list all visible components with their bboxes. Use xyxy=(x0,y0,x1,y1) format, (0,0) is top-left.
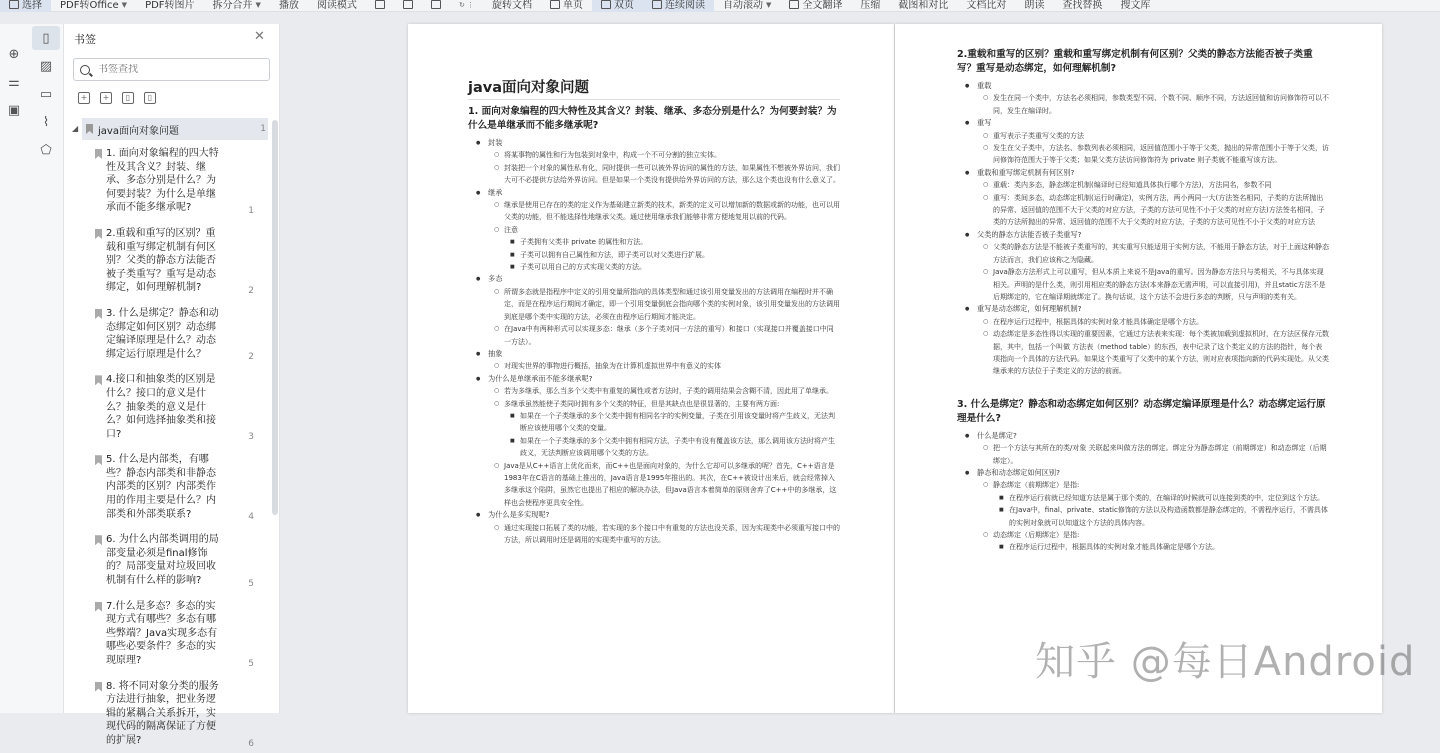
watermark: 知乎 @每日Android xyxy=(1035,639,1416,685)
list-item: ● 重载 ○ 发生在同一个类中，方法名必须相同，参数类型不同、个数不同、顺序不同，方法返回值和访问修饰符可以不同，发生在编译时。 xyxy=(957,80,1329,117)
list-item: ● 重载和重写绑定机制有何区别? ○ 重载：类内多态，静态绑定机制(编译时已经知道具体执行哪个方法)，方法同名，参数不同 ○ 重写：类间多态，动态绑定机制(运行时确定)，实例方法，两小两同一大(方法签名相同，子类的方法所抛出的异常、返回值的范围不大于父类的对应方法，子类的方法可见性不小于父类的对应方法)方法签名相同，子类的方法所抛出的异常、返回值的范围不大于父类的对应方法，子类的方法可见性不小于父类的对应方法 xyxy=(957,167,1329,229)
spacer xyxy=(957,378,1329,398)
list-item: ■ 如果在一个子类继承的多个父类中拥有相同名字的实例变量，子类在引用该变量时将产生歧义，无法判断应该使用哪个父类的变量。 xyxy=(504,410,840,435)
continuous-reading-button[interactable]: 连续阅读 xyxy=(643,0,714,12)
single-page-button[interactable]: 单页 xyxy=(541,0,592,12)
add-child-bookmark-icon[interactable]: + xyxy=(100,92,112,104)
fit-width-button[interactable] xyxy=(394,0,422,12)
bookmark-search-input[interactable] xyxy=(98,64,258,75)
bookmark-icon xyxy=(95,455,102,465)
rotate-document-button[interactable]: 旋转文档 xyxy=(492,0,533,11)
bookmark-icon[interactable]: ▯ xyxy=(122,92,134,104)
list-item: ○ 在Java中有两种形式可以实现多态：继承（多个子类对同一方法的重写）和接口（实现接口并覆盖接口中同一方法）。 xyxy=(488,323,840,348)
comment-tab-icon[interactable]: ▭ xyxy=(39,86,53,102)
list-item: ○ 动态绑定是多态性得以实现的重要因素，它通过方法表来实现：每个类被加载到虚拟机时，在方法区保存元数据，其中，包括一个叫做 方法表（method table）的东西，表中记录了这个类定义的方法的指针，每个表项指向一个具体的方法代码。如果这个类重写了父类中的某个方法，则对应表项指向新的代码实现处。从父类继承来的方法位于子类定义的方法的前面。 xyxy=(977,328,1329,378)
find-replace-button[interactable]: 查找替换 xyxy=(1062,0,1103,11)
compare-icon[interactable]: ▣ xyxy=(7,102,21,118)
list-item: ○ 重写：类间多态，动态绑定机制(运行时确定)，实例方法，两小两同一大(方法签名相同，子类的方法所抛出的异常、返回值的范围不大于父类的对应方法，子类的方法可见性不小于父类的对应方法)方法签名相同，子类的方法所抛出的异常、返回值的范围不大于父类的对应方法，子类的方法可见性不小于父类的对应方法 xyxy=(977,192,1329,229)
bookmark-icon xyxy=(95,149,102,159)
bookmark-icon xyxy=(95,602,102,612)
bookmark-item[interactable]: 7.什么是多态？多态的实现方式有哪些？多态有哪些弊端？Java实现多态有哪些必要条件？多态的实现原理? 5 xyxy=(64,593,274,673)
list-item: ○ 多继承虽然能使子类同时拥有多个父类的特征，但是其缺点也是很显著的，主要有两方面: ■ 如果在一个子类继承的多个父类中拥有相同名字的实例变量，子类在引用该变量时将产生歧义，无法判断应该使用哪个父类的变量。 ■ 如果在一个子类继承的多个父类中拥有相同方法，子类中有没有覆盖该方法，那么调用该方法时将产生歧义，无法判断应该调用哪个父类的方法。 xyxy=(488,398,840,460)
bookmark-icon xyxy=(95,309,102,319)
list-item: ○ 在程序运行过程中，根据具体的实例对象才能具体确定是哪个方法。 xyxy=(977,316,1329,328)
bookmark-search[interactable] xyxy=(73,58,270,81)
continuous-icon xyxy=(652,0,662,9)
list-item: ■ 子类可以拥有自己属性和方法，即子类可以对父类进行扩展。 xyxy=(504,249,840,261)
list-item: ○ 继承是使用已存在的类的定义作为基础建立新类的技术，新类的定义可以增加新的数据或新的功能，也可以用父类的功能，但不能选择性地继承父类。通过使用继承我们能够非常方便地复用以前的代码。 xyxy=(488,199,840,224)
pdf-to-image-button[interactable]: PDF转图片 xyxy=(145,0,195,11)
list-item: ■ 在Java中，final、private、static修饰的方法以及构造函数都是静态绑定的，不需程序运行，不需具体的实例对象就可以知道这个方法的具体内容。 xyxy=(993,504,1329,529)
list-item: ● 继承 ○ 继承是使用已存在的类的定义作为基础建立新类的技术，新类的定义可以增加新的数据或新的功能，也可以用父类的功能，但不能选择性地继承父类。通过使用继承我们能够非常方便地复用以前的代码。 ○ 注意 ■ 子类拥有父类非 private 的属性和方法。 ■ 子类可以拥有自己属性和方法，即子类可以对父类进行扩展。 ■ 子类可以用自己的方式实现父类的方法。 xyxy=(468,187,840,274)
list-item: ■ 在程序运行过程中，根据具体的实例对象才能具体确定是哪个方法。 xyxy=(993,541,1329,553)
list-item: ○ 把一个方法与其所在的类/对象 关联起来叫做方法的绑定。绑定分为静态绑定（前期绑定）和动态绑定（后期绑定）。 xyxy=(977,442,1329,467)
bookmark-item[interactable]: 2.重载和重写的区别？重载和重写绑定机制有何区别？父类的静态方法能否被子类重写？重写是动态绑定，如何理解机制? 2 xyxy=(64,220,274,300)
sidebar-tabs xyxy=(28,24,64,713)
bookmark-item[interactable]: 3. 什么是绑定？静态和动态绑定如何区别？动态绑定编译原理是什么？动态绑定运行原理是什么？ 2 xyxy=(64,300,274,366)
panel-scrollbar[interactable] xyxy=(272,120,278,515)
list-item: ● 重写是动态绑定，如何理解机制? ○ 在程序运行过程中，根据具体的实例对象才能具体确定是哪个方法。 ○ 动态绑定是多态性得以实现的重要因素，它通过方法表来实现：每个类被加载到虚拟机时，在方法区保存元数据，其中，包括一个叫做 方法表（method table）的东西，表中记录了这个类定义的方法的指针，每个表项指向一个具体的方法代码。如果这个类重写了父类中的某个方法，则对应表项指向新的代码实现处。从父类继承来的方法位于子类定义的方法的前面。 xyxy=(957,303,1329,377)
bookmark-icon xyxy=(95,229,102,239)
pdf-page-left xyxy=(408,24,894,713)
bookmark-item[interactable]: 5. 什么是内部类，有哪些？静态内部类和非静态内部类的区别？内部类作用的作用主要是什么？内部类和外部类联系? 4 xyxy=(64,446,274,526)
zoom-icon[interactable]: ⊕ xyxy=(8,46,20,62)
bookmark-item[interactable]: 4.接口和抽象类的区别是什么？接口的意义是什么？抽象类的意义是什么？如何选择抽象类和接口? 3 xyxy=(64,366,274,446)
list-item: ■ 子类可以用自己的方式实现父类的方法。 xyxy=(504,261,840,273)
list-item: ○ 对现实世界的事物进行概括，抽象为在计算机虚拟世界中有意义的实体 xyxy=(488,360,840,372)
bookmark-tools xyxy=(78,92,156,104)
list-item: ● 为什么是单继承而不能多继承呢? ○ 若为多继承，那么当多个父类中有重复的属性或者方法时，子类的调用结果会含糊不清，因此用了单继承。 ○ 多继承虽然能使子类同时拥有多个父类的特征，但是其缺点也是很显著的，主要有两方面: ■ 如果在一个子类继承的多个父类中拥有相同名字的实例变量，子类在引用该变量时将产生歧义，无法判断应该使用哪个父类的变量。 ■ 如果在一个子类继承的多个父类中拥有相同方法，子类中有没有覆盖该方法，那么调用该方法时将产生歧义，无法判断应该调用哪个父类的方法。 ○ Java是从C++语言上优化而来，而C++也是面向对象的，为什么它却可以多继承的呢？首先，C++语言是1983年在C语言的基础上推出的，Java语言是1995年推出的。其次，在C++被设计出来后，就会经常掉入多继承这个陷阱，虽然它也提出了相应的解决办法，但Java语言本着简单的原则舍弃了C++中的多继承，这样也会使程序更具安全性。 xyxy=(468,373,840,509)
read-aloud-button[interactable]: 朗读 xyxy=(1024,0,1045,11)
list-item: ■ 如果在一个子类继承的多个父类中拥有相同方法，子类中有没有覆盖该方法，那么调用该方法时将产生歧义，无法判断应该调用哪个父类的方法。 xyxy=(504,435,840,460)
double-page-button[interactable]: 双页 xyxy=(592,0,643,12)
bookmark-icon xyxy=(95,682,102,692)
list-item: ○ 静态绑定（前期绑定）是指: ■ 在程序运行前就已经知道方法是属于那个类的，在编译的时候就可以连接到类的中，定位到这个方法。 ■ 在Java中，final、private、static修饰的方法以及构造函数都是静态绑定的，不需程序运行，不需具体的实例对象就可以知道这个方法的具体内容。 xyxy=(977,479,1329,529)
list-item: ● 什么是绑定? ○ 把一个方法与其所在的类/对象 关联起来叫做方法的绑定。绑定分为静态绑定（前期绑定）和动态绑定（后期绑定）。 xyxy=(957,430,1329,467)
pdf-to-office-button[interactable]: PDF转Office ▼ xyxy=(60,0,128,11)
bookmark-outline-icon[interactable]: ▯ xyxy=(144,92,156,104)
stamp-tab-icon[interactable]: ⬠ xyxy=(40,142,52,158)
list-item: ○ 父类的静态方法是不能被子类重写的，其实重写只能适用于实例方法，不能用于静态方法，对于上面这种静态方法而言，我们应该称之为隐藏。 xyxy=(977,241,1329,266)
sliders-icon[interactable]: ⚌ xyxy=(8,74,20,90)
search-library-button[interactable]: 搜文库 xyxy=(1120,0,1151,11)
section-heading: 2.重载和重写的区别？重载和重写绑定机制有何区别？父类的静态方法能否被子类重写？重写是动态绑定，如何理解机制? xyxy=(957,49,1313,74)
list-item: ○ 通过实现接口拓展了类的功能，若实现的多个接口中有重复的方法也没关系，因为实现类中必须重写接口中的方法，所以调用时还是调用的实现类中重写的方法。 xyxy=(488,522,840,547)
bookmark-icon xyxy=(86,124,93,134)
bookmark-root[interactable]: ◢ java面向对象问题 1 xyxy=(82,118,268,140)
list-item: ■ 子类拥有父类非 private 的属性和方法。 xyxy=(504,236,840,248)
list-item: ● 封装 ○ 将某事物的属性和行为包装到对象中，构成一个不可分割的独立实体。 ○ 封装把一个对象的属性私有化，同时提供一些可以被外界访问的属性的方法，如果属性不想被外界访问，我们大可不必提供方法给外界访问。但是如果一个类没有提供给外界访问的方法，那么这个类也没有什么意义了。 xyxy=(468,137,840,187)
list-item: ○ 重写表示子类重写父类的方法 xyxy=(977,130,1329,142)
close-icon[interactable]: ✕ xyxy=(254,29,265,44)
list-item: ○ 发生在同一个类中，方法名必须相同，参数类型不同、个数不同、顺序不同，方法返回值和访问修饰符可以不同，发生在编译时。 xyxy=(977,92,1329,117)
top-toolbar xyxy=(0,0,1440,12)
bookmark-item[interactable]: 1. 面向对象编程的四大特性及其含义？封装、继承、多态分别是什么？为何要封装？为什么是单继承而不能多继承呢? 1 xyxy=(64,140,274,220)
collapse-triangle-icon[interactable]: ◢ xyxy=(72,124,79,133)
chevron-down-icon: ▼ xyxy=(121,0,128,9)
section-heading: 3. 什么是绑定？静态和动态绑定如何区别？动态绑定编译原理是什么？动态绑定运行原理是什么? xyxy=(957,398,1326,424)
cursor-icon xyxy=(9,0,19,9)
list-item: ● 重写 ○ 重写表示子类重写父类的方法 ○ 发生在父子类中，方法名、参数列表必须相同，返回值范围小于等于父类，抛出的异常范围小于等于父类，访问修饰符范围大于等于父类；如果父类方法访问修饰符为 private 则子类就不能重写该方法。 xyxy=(957,117,1329,167)
list-item: ● 父类的静态方法能否被子类重写? ○ 父类的静态方法是不能被子类重写的，其实重写只能适用于实例方法，不能用于静态方法，对于上面这种静态方法而言，我们应该称之为隐藏。 ○ Java静态方法形式上可以重写，但从本质上来说不是Java的重写。因为静态方法只与类相关，不与具体实现相关。声明的是什么类，则引用相应类的静态方法(本来静态无需声明，可以直接引用)，并且static方法不是后期绑定的，它在编译期就绑定了。换句话说，这个方法不会进行多态的判断，只与声明的类有关。 xyxy=(957,229,1329,303)
list-item: ○ Java是从C++语言上优化而来，而C++也是面向对象的，为什么它却可以多继承的呢？首先，C++语言是1983年在C语言的基础上推出的，Java语言是1995年推出的。其次，在C++被设计出来后，就会经常掉入多继承这个陷阱，虽然它也提出了相应的解决办法，但Java语言本着简单的原则舍弃了C++中的多继承，这样也会使程序更具安全性。 xyxy=(488,460,840,510)
auto-scroll-button[interactable]: 自动滚动 ▼ xyxy=(723,0,772,11)
thumbnail-tab-icon[interactable]: ▨ xyxy=(39,58,53,74)
bookmark-tree xyxy=(64,118,274,753)
list-item: ● 多态 ○ 所谓多态就是指程序中定义的引用变量所指向的具体类型和通过该引用变量发出的方法调用在编程时并不确定，而是在程序运行期间才确定，即一个引用变量倒底会指向哪个类的实例对象，该引用变量发出的方法调用到底是哪个类中实现的方法，必须在由程序运行期间才能决定。 ○ 在Java中有两种形式可以实现多态：继承（多个子类对同一方法的重写）和接口（实现接口并覆盖接口中同一方法）。 xyxy=(468,273,840,347)
chevron-down-icon: ▼ xyxy=(766,0,772,9)
list-item: ■ 在程序运行前就已经知道方法是属于那个类的，在编译的时候就可以连接到类的中，定位到这个方法。 xyxy=(993,492,1329,504)
list-item: ○ 发生在父子类中，方法名、参数列表必须相同，返回值范围小于等于父类，抛出的异常范围小于等于父类，访问修饰符范围大于等于父类；如果父类方法访问修饰符为 private 则子类就不能重写该方法。 xyxy=(977,142,1329,167)
rotate-options-button[interactable] xyxy=(450,0,483,12)
page-content xyxy=(957,48,1329,554)
page-content xyxy=(468,76,840,546)
attachment-tab-icon[interactable]: ⌇ xyxy=(42,114,50,130)
list-item: ○ 所谓多态就是指程序中定义的引用变量所指向的具体类型和通过该引用变量发出的方法调用在编程时并不确定，而是在程序运行期间才确定，即一个引用变量倒底会指向哪个类的实例对象，该引用变量发出的方法调用到底是哪个类中实现的方法，必须在由程序运行期间才能决定。 xyxy=(488,286,840,323)
bookmark-tab-icon[interactable]: ▯ xyxy=(32,26,60,50)
bookmark-item[interactable]: 6. 为什么内部类调用的局部变量必须是final修饰的？局部变量对垃圾回收机制有什么样的影响? 5 xyxy=(64,526,274,592)
crop-icon xyxy=(431,0,441,9)
split-merge-button[interactable]: 拆分合并 ▼ xyxy=(212,0,261,11)
reading-mode-button[interactable]: 阅读模式 xyxy=(316,0,357,11)
document-compare-button[interactable]: 文档比对 xyxy=(966,0,1007,11)
document-area xyxy=(280,24,1440,713)
rotate-icon: ↻ ⋮ xyxy=(458,0,475,9)
play-button[interactable]: 播放 xyxy=(278,0,299,11)
list-item: ○ 重载：类内多态，静态绑定机制(编译时已经知道具体执行哪个方法)，方法同名，参数不同 xyxy=(977,179,1329,191)
search-icon xyxy=(80,65,90,75)
panel-title: 书签 xyxy=(74,33,96,46)
add-bookmark-icon[interactable]: + xyxy=(78,92,90,104)
left-tool-rail xyxy=(0,24,28,713)
list-item: ○ Java静态方法形式上可以重写，但从本质上来说不是Java的重写。因为静态方法只与类相关，不与具体实现相关。声明的是什么类，则引用相应类的静态方法(本来静态无需声明，可以直接引用)，并且static方法不是后期绑定的，它在编译期就绑定了。换句话说，这个方法不会进行多态的判断，只与声明的类有关。 xyxy=(977,266,1329,303)
list-item: ● 抽象 ○ 对现实世界的事物进行概括，抽象为在计算机虚拟世界中有意义的实体 xyxy=(468,348,840,373)
bookmark-icon xyxy=(95,375,102,385)
list-item: ○ 将某事物的属性和行为包装到对象中，构成一个不可分割的独立实体。 xyxy=(488,149,840,161)
chevron-down-icon: ▼ xyxy=(255,0,261,9)
bookmark-icon xyxy=(95,535,102,545)
fit-width-icon xyxy=(403,0,413,9)
single-page-icon xyxy=(550,0,560,9)
bookmark-item[interactable]: 8. 将不同对象分类的服务方法进行抽象，把业务逻辑的紧耦合关系拆开，实现代码的隔离保证了方便的扩展? 6 xyxy=(64,673,274,753)
crop-button[interactable] xyxy=(422,0,450,12)
bookmark-panel xyxy=(64,24,280,749)
section-heading: 1. 面向对象编程的四大特性及其含义？封装、继承、多态分别是什么？为何要封装？为什么是单继承而不能多继承呢? xyxy=(468,106,837,131)
list-item: ○ 动态绑定（后期绑定）是指: ■ 在程序运行过程中，根据具体的实例对象才能具体确定是哪个方法。 xyxy=(977,529,1329,554)
list-item: ● 为什么是多实现呢? ○ 通过实现接口拓展了类的功能，若实现的多个接口中有重复的方法也没关系，因为实现类中必须重写接口中的方法，所以调用时还是调用的实现类中重写的方法。 xyxy=(468,509,840,546)
list-item: ○ 封装把一个对象的属性私有化，同时提供一些可以被外界访问的属性的方法，如果属性不想被外界访问，我们大可不必提供方法给外界访问。但是如果一个类没有提供给外界访问的方法，那么这个类也没有什么意义了。 xyxy=(488,162,840,187)
compress-button[interactable]: 压缩 xyxy=(860,0,881,11)
list-item: ○ 若为多继承，那么当多个父类中有重复的属性或者方法时，子类的调用结果会含糊不清，因此用了单继承。 xyxy=(488,385,840,397)
list-item: ○ 注意 ■ 子类拥有父类非 private 的属性和方法。 ■ 子类可以拥有自己属性和方法，即子类可以对父类进行扩展。 ■ 子类可以用自己的方式实现父类的方法。 xyxy=(488,224,840,274)
list-item: ● 静态和动态绑定如何区别? ○ 静态绑定（前期绑定）是指: ■ 在程序运行前就已经知道方法是属于那个类的，在编译的时候就可以连接到类的中，定位到这个方法。 ■ 在Java中，final、private、static修饰的方法以及构造函数都是静态绑定的，不需程序运行，不需具体的实例对象就可以知道这个方法的具体内容。 ○ 动态绑定（后期绑定）是指: ■ 在程序运行过程中，根据具体的实例对象才能具体确定是哪个方法。 xyxy=(957,467,1329,554)
double-page-icon xyxy=(601,0,611,9)
translate-icon xyxy=(789,0,799,9)
full-translate-button[interactable]: 全文翻译 xyxy=(780,0,851,12)
fit-page-icon xyxy=(375,0,385,9)
fit-page-button[interactable] xyxy=(366,0,394,12)
pdf-page-right xyxy=(895,24,1382,713)
document-title: java面向对象问题 xyxy=(468,76,840,100)
screenshot-compare-button[interactable]: 截图和对比 xyxy=(898,0,949,11)
select-tool-button[interactable]: 选择 xyxy=(0,0,51,12)
